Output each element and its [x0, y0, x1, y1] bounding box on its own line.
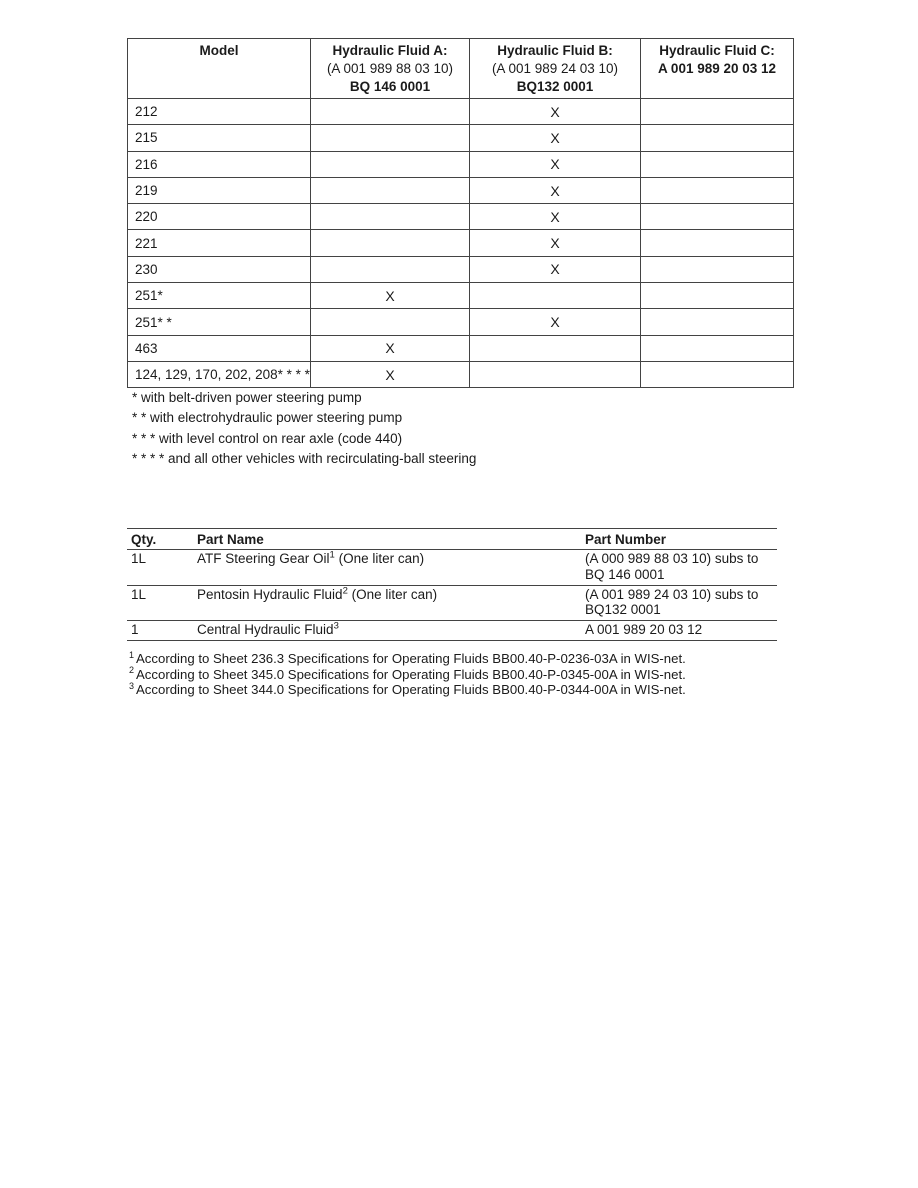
- footnote-number: 3: [129, 680, 135, 691]
- part-name-text: Central Hydraulic Fluid: [197, 622, 334, 638]
- footnote-text: According to Sheet 344.0 Specifications for Operating Fluids BB00.40-P-0344-00A in WIS-net.: [136, 682, 686, 698]
- table-row: [128, 177, 794, 203]
- fluid-a-mark: [311, 151, 470, 177]
- model-cell: 215: [128, 125, 311, 151]
- model-header-cell: [128, 39, 311, 99]
- model-cell: 220: [128, 204, 311, 230]
- qty-cell: 1: [127, 621, 197, 641]
- sheet-footnote: [129, 682, 686, 698]
- fluid-a-mark: [311, 177, 470, 203]
- fluid-c-mark: [641, 177, 794, 203]
- fluid-b-mark: X: [470, 230, 641, 256]
- fluid-b-mark: [470, 283, 641, 309]
- fluid-c-mark: [641, 99, 794, 125]
- parts-table: [127, 528, 777, 641]
- fluid-c-title: Hydraulic Fluid C:: [659, 43, 775, 58]
- fluid-c-header-cell: [641, 39, 794, 99]
- fluid-c-part-number: A 001 989 20 03 12: [657, 61, 777, 76]
- part-name-cell: [197, 585, 585, 621]
- table-row: [128, 204, 794, 230]
- part-number-line: BQ 146 0001: [585, 566, 665, 582]
- part-number-cell: [585, 585, 777, 621]
- fluid-c-mark: [641, 335, 794, 361]
- part-number-line: BQ132 0001: [585, 602, 661, 618]
- table-row: [128, 361, 794, 387]
- model-cell: 219: [128, 177, 311, 203]
- fluid-a-part-number: (A 001 989 88 03 10): [326, 61, 454, 76]
- fluid-b-mark: X: [470, 256, 641, 282]
- model-cell: 221: [128, 230, 311, 256]
- footnote-ref: 3: [333, 620, 339, 632]
- part-number-line: (A 001 989 24 03 10) subs to: [585, 586, 759, 602]
- footnote-number: 1: [129, 649, 135, 660]
- fluid-a-mark: [311, 204, 470, 230]
- fluid-b-header-cell: [470, 39, 641, 99]
- footnote-ref: 1: [329, 549, 335, 561]
- footnote-level-control: * * * with level control on rear axle (code 440): [132, 430, 403, 446]
- fluid-c-mark: [641, 204, 794, 230]
- part-number-line: (A 000 989 88 03 10) subs to: [585, 551, 759, 566]
- footnote-recirculating-ball: * * * * and all other vehicles with recirculating-ball steering: [132, 450, 477, 466]
- fluid-a-mark: [311, 125, 470, 151]
- footnote-belt-driven: * with belt-driven power steering pump: [132, 390, 362, 405]
- fluid-a-mark: [311, 230, 470, 256]
- parts-table-header-row: [127, 529, 777, 550]
- model-cell: 124, 129, 170, 202, 208* * * *: [128, 361, 311, 387]
- footnote-text: According to Sheet 236.3 Specifications for Operating Fluids BB00.40-P-0236-03A in WIS-net.: [136, 651, 686, 666]
- model-cell: 251* *: [128, 309, 311, 335]
- qty-cell: 1L: [127, 550, 197, 586]
- fluid-compatibility-table: [127, 38, 794, 388]
- fluid-b-part-number: (A 001 989 24 03 10): [491, 61, 619, 76]
- sheet-footnote: [129, 667, 686, 683]
- fluid-a-mark: [311, 99, 470, 125]
- fluid-table-header-row: [128, 39, 794, 99]
- fluid-a-mark: X: [311, 283, 470, 309]
- model-cell: 212: [128, 99, 311, 125]
- part-number-header: Part Number: [585, 529, 777, 550]
- fluid-c-mark: [641, 309, 794, 335]
- fluid-b-mark: [470, 335, 641, 361]
- fluid-b-mark: X: [470, 125, 641, 151]
- fluid-c-mark: [641, 283, 794, 309]
- fluid-c-mark: [641, 151, 794, 177]
- model-cell: 251*: [128, 283, 311, 309]
- part-name-cell: [197, 550, 585, 586]
- model-header-label: Model: [199, 43, 239, 58]
- fluid-b-title: Hydraulic Fluid B:: [497, 43, 613, 58]
- fluid-a-mark: [311, 309, 470, 335]
- part-name-suffix: (One liter can): [347, 586, 438, 602]
- part-name-text: ATF Steering Gear Oil: [197, 551, 330, 566]
- fluid-c-mark: [641, 256, 794, 282]
- fluid-c-mark: [641, 230, 794, 256]
- asterisk-footnotes: [132, 388, 476, 469]
- part-name-header: Part Name: [197, 529, 585, 550]
- fluid-a-code: BQ 146 0001: [349, 79, 431, 94]
- fluid-b-mark: X: [470, 151, 641, 177]
- qty-header: Qty.: [127, 529, 197, 550]
- table-row: [128, 99, 794, 125]
- table-row: [128, 230, 794, 256]
- qty-cell: 1L: [127, 585, 197, 621]
- part-name-text: Pentosin Hydraulic Fluid: [197, 586, 343, 602]
- parts-row: [127, 550, 777, 586]
- table-row: [128, 151, 794, 177]
- fluid-a-title: Hydraulic Fluid A:: [332, 43, 448, 58]
- part-number-cell: [585, 621, 777, 641]
- footnote-electrohydraulic: * * with electrohydraulic power steering pump: [132, 410, 403, 426]
- table-row: [128, 256, 794, 282]
- fluid-b-mark: X: [470, 309, 641, 335]
- footnote-ref: 2: [342, 585, 348, 597]
- numbered-footnotes: [129, 651, 686, 698]
- parts-row: [127, 621, 777, 641]
- footnote-text: According to Sheet 345.0 Specifications for Operating Fluids BB00.40-P-0345-00A in WIS-net.: [136, 666, 686, 682]
- fluid-c-mark: [641, 361, 794, 387]
- part-number-line: A 001 989 20 03 12: [585, 622, 703, 638]
- footnote-number: 2: [129, 665, 135, 676]
- fluid-a-mark: X: [311, 335, 470, 361]
- fluid-a-header-cell: [311, 39, 470, 99]
- part-name-cell: [197, 621, 585, 641]
- table-row: [128, 335, 794, 361]
- fluid-b-mark: X: [470, 177, 641, 203]
- fluid-b-mark: X: [470, 204, 641, 230]
- fluid-b-code: BQ132 0001: [516, 79, 594, 94]
- model-cell: 463: [128, 335, 311, 361]
- model-cell: 216: [128, 151, 311, 177]
- part-number-cell: [585, 550, 777, 586]
- fluid-c-mark: [641, 125, 794, 151]
- sheet-footnote: [129, 651, 686, 667]
- fluid-a-mark: X: [311, 361, 470, 387]
- table-row: [128, 283, 794, 309]
- part-name-suffix: (One liter can): [334, 551, 425, 566]
- fluid-a-mark: [311, 256, 470, 282]
- table-row: [128, 125, 794, 151]
- parts-row: [127, 585, 777, 621]
- fluid-b-mark: X: [470, 99, 641, 125]
- table-row: [128, 309, 794, 335]
- fluid-b-mark: [470, 361, 641, 387]
- model-cell: 230: [128, 256, 311, 282]
